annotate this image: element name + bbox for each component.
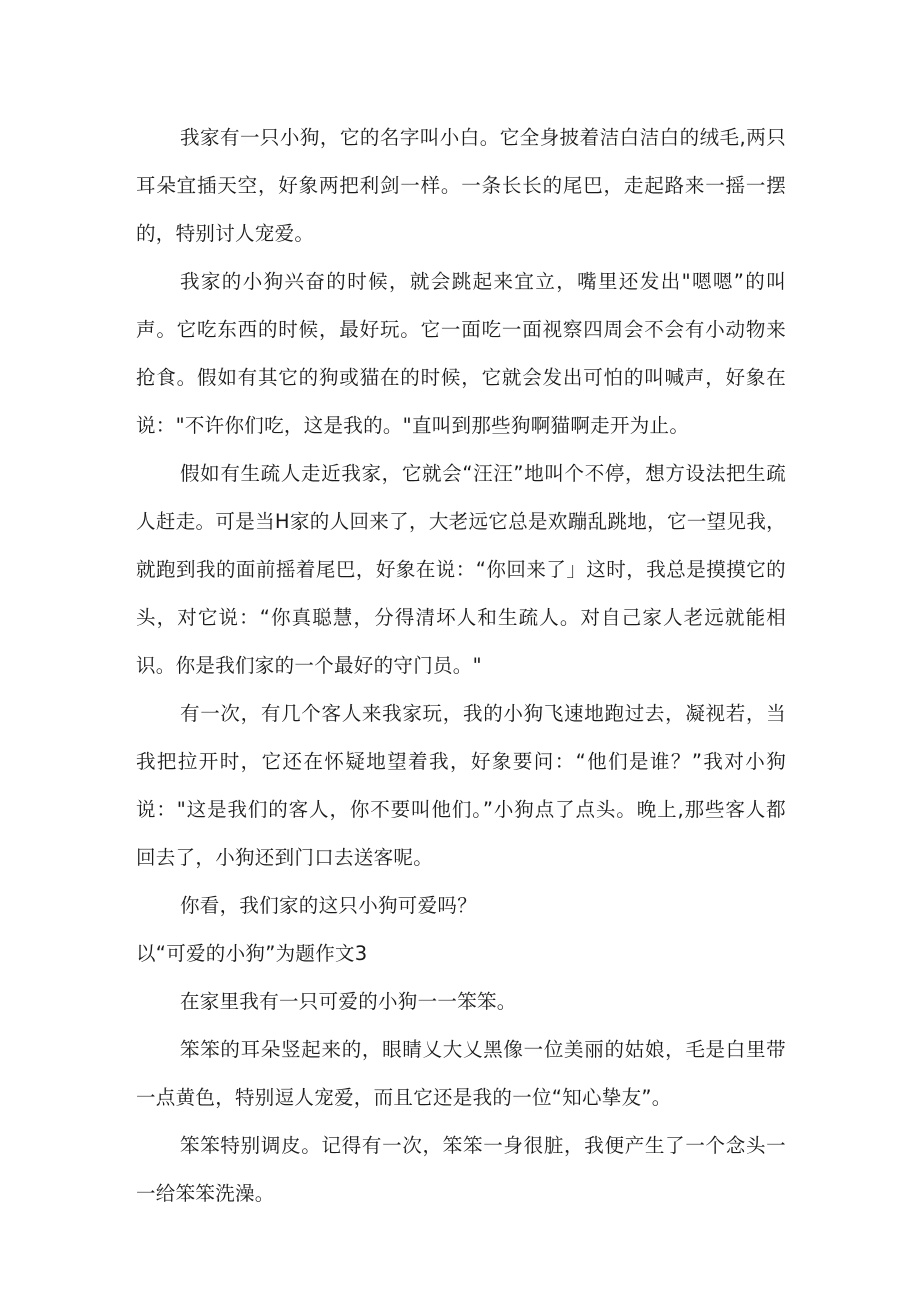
paragraph-1: 我家有一只小狗，它的名字叫小白。它全身披着洁白洁白的绒毛,两只耳朵宜插天空，好象两把利剑一样。一条长长的尾巴，走起路来一摇一摆的，特别讨人宠爱。 xyxy=(136,126,786,245)
section-paragraph-2: 笨笨的耳朵竖起来的，眼睛乂大乂黑像一位美丽的姑娘，毛是白里带一点黄色，特别逗人宠爱，而且它还是我的一位“知心挚友”。 xyxy=(136,1038,786,1109)
section-paragraph-1: 在家里我有一只可爱的小狗一一笨笨。 xyxy=(180,990,517,1013)
document-body xyxy=(136,114,786,1218)
section-paragraph-3: 笨笨特别调皮。记得有一次，笨笨一身很脏，我便产生了一个念头一一给笨笨洗澡。 xyxy=(136,1134,786,1205)
paragraph-2: 我家的小狗兴奋的时候，就会跳起来宜立，嘴里还发出"嗯嗯”的叫声。它吃东西的时候，最好玩。它一面吃一面视察四周会不会有小动物来抢食。假如有其它的狗或猫在的时候，它就会发出可怕的叫喊声，好象在说："不许你们吃，这是我的。"直叫到那些狗啊猫啊走开为止。 xyxy=(136,270,786,437)
section-heading: 以“可爱的小狗”为题作文3 xyxy=(136,942,368,965)
paragraph-4: 有一次，有几个客人来我家玩，我的小狗飞速地跑过去，凝视若，当我把拉开时，它还在怀疑地望着我，好象要问：“他们是谁？”我对小狗说："这是我们的客人，你不要叫他们。”小狗点了点头。晚上,那些客人都回去了，小狗还到门口去送客呢。 xyxy=(136,702,786,869)
paragraph-5: 你看，我们家的这只小狗可爱吗？ xyxy=(180,894,478,917)
paragraph-3: 假如有生疏人走近我家，它就会“汪汪”地叫个不停，想方设法把生疏人赶走。可是当H家的人回来了，大老远它总是欢蹦乱跳地，它一望见我，就跑到我的面前摇着尾巴，好象在说：“你回来了」这时，我总是摸摸它的头，对它说：“你真聪慧，分得清坏人和生疏人。对自己家人老远就能相识。你是我们家的一个最好的守门员。" xyxy=(136,462,786,677)
